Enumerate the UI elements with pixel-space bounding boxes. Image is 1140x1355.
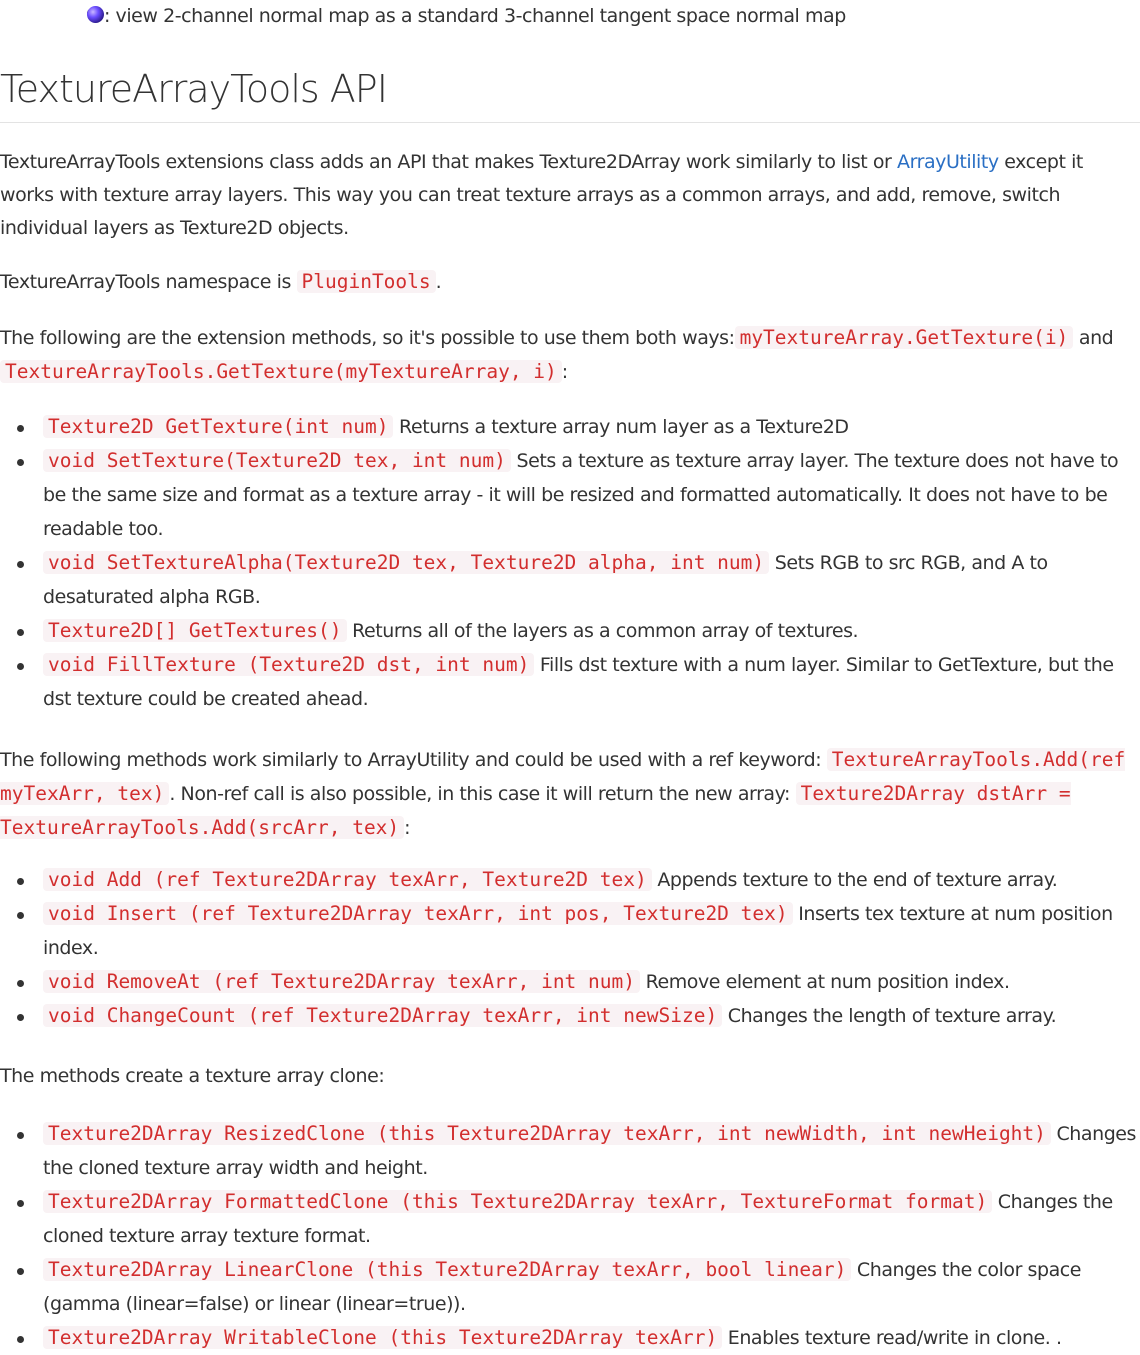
method-description: Fills dst texture with a num layer. Similar to GetTexture, but the dst texture could be created ahead.: [43, 654, 1114, 710]
intro-text-before: TextureArrayTools extensions class adds an API that makes Texture2DArray work similarly to list or: [0, 151, 898, 173]
bullet-icon: [17, 459, 24, 466]
namespace-text: TextureArrayTools namespace is: [0, 271, 297, 293]
method-signature: Texture2DArray FormattedClone (this Texture2DArray texArr, TextureFormat format): [43, 1190, 992, 1213]
ref-note-colon: :: [404, 817, 411, 839]
bullet-icon: [17, 1014, 24, 1021]
method-signature: void Insert (ref Texture2DArray texArr, int pos, Texture2D tex): [43, 902, 793, 925]
list-item: [0, 614, 1140, 648]
bullet-icon: [17, 629, 24, 636]
extension-note-text: The following are the extension methods, so it's possible to use them both ways:: [0, 327, 735, 349]
list-item: [0, 897, 1140, 965]
method-description: Sets a texture as texture array layer. The texture does not have to be the same size and format as a texture array - it will be resized and formatted automatically. It does not have to be readable too.: [43, 450, 1119, 540]
bullet-icon: [17, 980, 24, 987]
namespace-code: PluginTools: [297, 270, 436, 293]
method-signature: Texture2DArray WritableClone (this Texture2DArray texArr): [43, 1326, 722, 1349]
list-item: [0, 410, 1140, 444]
method-signature: Texture2DArray LinearClone (this Texture2DArray texArr, bool linear): [43, 1258, 851, 1281]
intro-text-after: except it works with texture array layers. This way you can treat texture arrays as a common arrays, and add, remove, switch individual layers as Texture2D objects.: [0, 151, 1083, 239]
list-item: [0, 1117, 1140, 1185]
extension-methods-list: [0, 410, 1140, 716]
method-signature: Texture2D[] GetTextures(): [43, 619, 347, 642]
extension-note-code-2: TextureArrayTools.GetTexture(myTextureArray, i): [0, 360, 562, 383]
method-description: Enables texture read/write in clone. .: [722, 1327, 1062, 1349]
list-item: [0, 546, 1140, 614]
ref-note-text: The following methods work similarly to ArrayUtility and could be used with a ref keyword:: [0, 749, 827, 771]
bullet-icon: [17, 912, 24, 919]
ref-note-paragraph: [0, 743, 1140, 845]
method-signature: void Add (ref Texture2DArray texArr, Texture2D tex): [43, 868, 652, 891]
list-item: [0, 999, 1140, 1033]
arrayutility-link[interactable]: ArrayUtility: [897, 151, 999, 173]
method-description: Appends texture to the end of texture array.: [651, 869, 1058, 891]
page-title: TextureArrayTools API: [0, 67, 387, 111]
bullet-icon: [17, 878, 24, 885]
method-signature: Texture2DArray ResizedClone (this Texture2DArray texArr, int newWidth, int newHeight): [43, 1122, 1051, 1145]
ref-note-code-2: Texture2DArray dstArr = TextureArrayTools.Add(srcArr, tex): [0, 782, 1071, 839]
bullet-icon: [17, 663, 24, 670]
ref-note-middle: . Non-ref call is also possible, in this case it will return the new array:: [169, 783, 796, 805]
method-signature: void SetTextureAlpha(Texture2D tex, Texture2D alpha, int num): [43, 551, 769, 574]
bullet-icon: [17, 425, 24, 432]
list-item: [0, 1185, 1140, 1253]
list-item: [0, 863, 1140, 897]
ref-methods-list: [0, 863, 1140, 1033]
intro-paragraph: [0, 146, 1140, 245]
heading-divider: [0, 122, 1140, 123]
method-description: Changes the cloned texture array width and height.: [43, 1123, 1136, 1179]
method-signature: void ChangeCount (ref Texture2DArray texArr, int newSize): [43, 1004, 722, 1027]
method-signature: Texture2D GetTexture(int num): [43, 415, 393, 438]
sub-list-item-text: : view 2-channel normal map as a standard 3-channel tangent space normal map: [104, 5, 846, 27]
clone-note-paragraph: The methods create a texture array clone:: [0, 1065, 385, 1087]
namespace-paragraph: [0, 265, 1140, 299]
method-description: Sets RGB to src RGB, and A to desaturated alpha RGB.: [43, 552, 1048, 608]
method-description: Returns all of the layers as a common array of textures.: [346, 620, 859, 642]
method-description: Returns a texture array num layer as a Texture2D: [393, 416, 849, 438]
clone-methods-list: [0, 1117, 1140, 1355]
list-item: [0, 1321, 1140, 1355]
method-description: Changes the color space (gamma (linear=false) or linear (linear=true)).: [43, 1259, 1082, 1315]
bullet-icon: [17, 1200, 24, 1207]
extension-note-colon: :: [561, 361, 568, 383]
list-item: [0, 444, 1140, 546]
method-description: Inserts tex texture at num position index.: [43, 903, 1113, 959]
ref-note-code-1: TextureArrayTools.Add(ref myTexArr, tex): [0, 748, 1126, 805]
method-description: Changes the length of texture array.: [722, 1005, 1057, 1027]
normal-map-sphere-icon[interactable]: [87, 6, 104, 23]
bullet-icon: [17, 1268, 24, 1275]
bullet-icon: [17, 561, 24, 568]
extension-note-paragraph: [0, 321, 1140, 389]
list-item: [0, 1253, 1140, 1321]
extension-note-code-1: myTextureArray.GetTexture(i): [735, 326, 1074, 349]
bullet-icon: [17, 1132, 24, 1139]
bullet-icon: [17, 1336, 24, 1343]
method-description: Changes the cloned texture array texture format.: [43, 1191, 1113, 1247]
method-signature: void FillTexture (Texture2D dst, int num): [43, 653, 534, 676]
method-description: Remove element at num position index.: [640, 971, 1010, 993]
list-item: [0, 648, 1140, 716]
list-item: [0, 965, 1140, 999]
sub-list-item: [87, 0, 846, 33]
namespace-period: .: [435, 271, 442, 293]
method-signature: void SetTexture(Texture2D tex, int num): [43, 449, 511, 472]
extension-note-and: and: [1073, 327, 1114, 349]
method-signature: void RemoveAt (ref Texture2DArray texArr, int num): [43, 970, 640, 993]
